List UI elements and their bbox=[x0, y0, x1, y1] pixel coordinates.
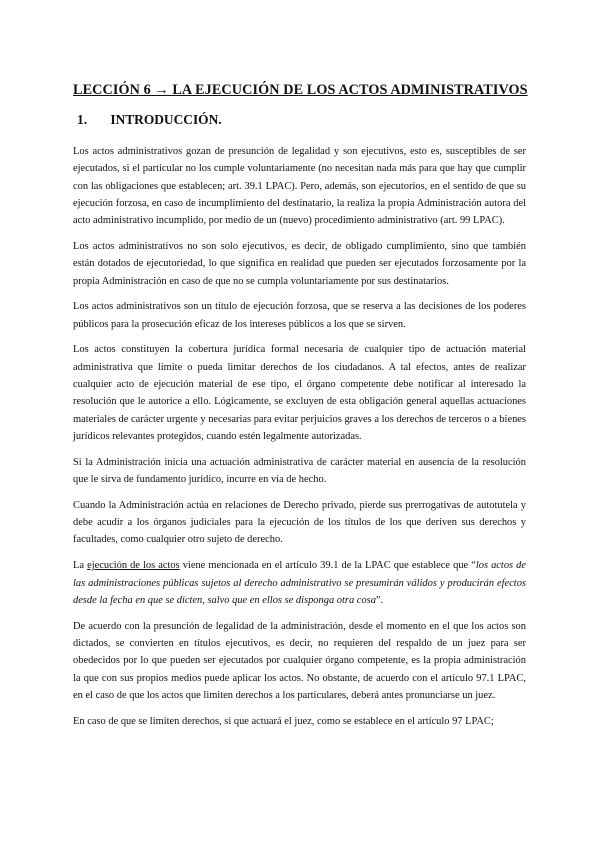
paragraph: Los actos administrativos gozan de presunción de legalidad y son ejecutivos, esto es, susceptibles de ser ejecutados, si el particular no los cumple voluntariamente (no necesitan nada más para que hay que cumplir con las obligaciones que establecen; art. 39.1 LPAC). Pero, además, son ejecutorios, en el sentido de que su ejecución forzosa, en caso de incumplimiento del destinatario, la realiza la propia Administración autora del acto administrativo incumplido, por medio de un (nuevo) procedimiento administrativo (art. 99 LPAC). bbox=[73, 146, 526, 227]
quote-close: ”. bbox=[375, 594, 384, 606]
section-title: INTRODUCCIÓN. bbox=[110, 112, 222, 127]
ejecucion-link[interactable]: ejecución de los actos bbox=[87, 560, 180, 572]
paragraph: Si la Administración inicia una actuación administrativa de carácter material en ausencia de la resolución que le sirva de fundamento jurídico, incurre en vía de hecho. bbox=[73, 456, 526, 486]
quote-intro: La bbox=[73, 560, 88, 572]
section-number: 1. bbox=[77, 112, 88, 127]
paragraph: Cuando la Administración actúa en relaciones de Derecho privado, pierde sus prerrogativas de autotutela y debe acudir a los órganos judiciales para la ejecución de los títulos de los que deriven sus derechos y facultades, como cualquier otro sujeto de derecho. bbox=[73, 499, 526, 546]
section-heading bbox=[77, 112, 222, 128]
legal-quote: los actos de las administraciones públicas sujetos al derecho administrativo se presumirán válidos y producirán efectos desde la fecha en que se dicten, salvo que en ellos se disponga otra cosa bbox=[73, 560, 527, 606]
paragraph-with-quote bbox=[73, 557, 526, 609]
paragraph: Los actos administrativos son un título de ejecución forzosa, que se reserva a las decisiones de los poderes públicos para la prosecución eficaz de los intereses públicos a los que se sirven. bbox=[73, 301, 526, 330]
lesson-title: LECCIÓN 6 → LA EJECUCIÓN DE LOS ACTOS ADMINISTRATIVOS bbox=[73, 82, 528, 98]
paragraph: En caso de que se limiten derechos, si que actuará el juez, como se establece en el artículo 97 LPAC; bbox=[73, 715, 494, 727]
quote-lead: viene mencionada en el artículo 39.1 de la LPAC que establece que “ bbox=[179, 560, 476, 572]
paragraph: Los actos administrativos no son solo ejecutivos, es decir, de obligado cumplimiento, sino que también están dotados de ejecutoriedad, lo que significa en realidad que pueden ser ejecutados forzosamente por la propia Administración en caso de que no se cumpla voluntariamente por sus destinatarios. bbox=[73, 240, 526, 287]
paragraph: Los actos constituyen la cobertura jurídica formal necesaria de cualquier tipo de actuación material administrativa que limite o pueda limitar derechos de los ciudadanos. A tal efectos, antes de realizar cualquier acto de ejecución material de ese tipo, el órgano competente debe notificar al interesado la resolución que le autorice a ello. Lógicamente, se excluyen de esta obligación general aquellas actuaciones materiales de carácter urgente y necesarias para evitar perjuicios graves a los derechos de terceros o a bienes jurídicos relevantes protegidos, cuando estén legalmente autorizadas. bbox=[73, 344, 526, 442]
document-body bbox=[73, 143, 526, 730]
paragraph: De acuerdo con la presunción de legalidad de la administración, desde el momento en el que los actos son dictados, se convierten en títulos ejecutivos, es decir, no requieren del respaldo de un juez para ser obedecidos por lo que pueden ser ejecutados por cualquier órgano competente, es la propia administración la que con sus propios medios puede aplicar los actos. No obstante, de acuerdo con el artículo 97.1 LPAC, en el caso de que los actos que limiten derechos a los particulares, deberá antes pronunciarse un juez. bbox=[73, 620, 526, 701]
